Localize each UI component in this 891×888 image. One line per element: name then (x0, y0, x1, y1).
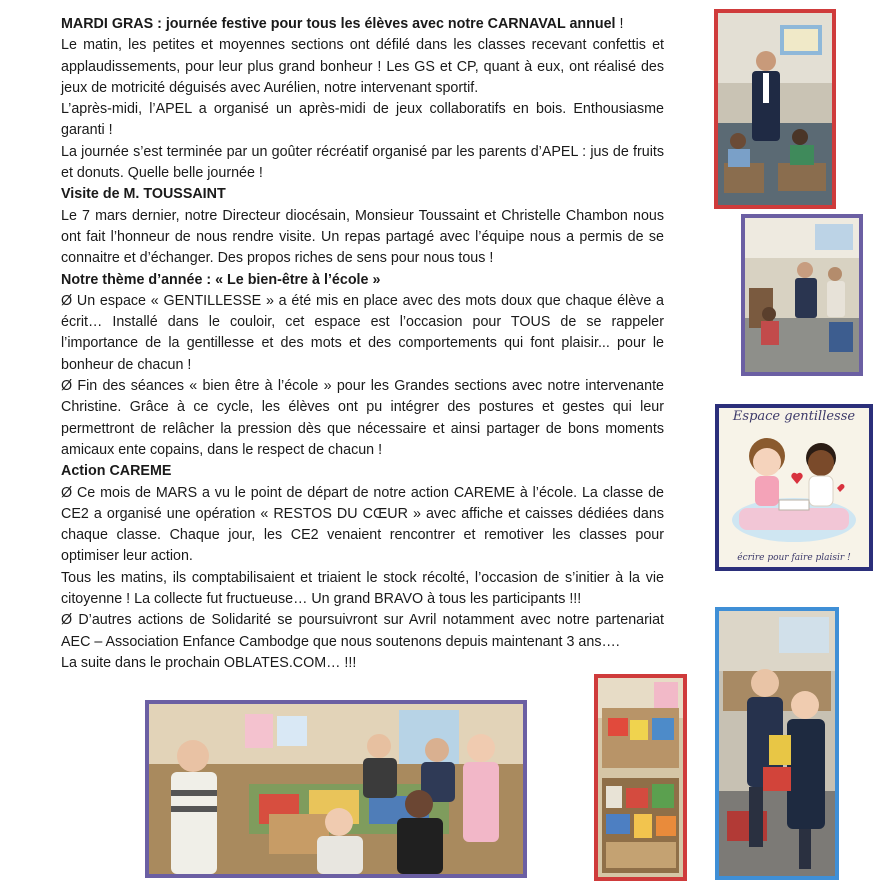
photo-visit-group-image (745, 218, 859, 372)
paragraph-stock: Tous les matins, ils comptabilisaient et triaient le stock récolté, l’occasion de s’initier à la vie citoyenne ! La collecte fut fructueuse… Un grand BRAVO à tous les participants !!! (61, 569, 664, 608)
article-text (61, 14, 664, 674)
photo-visit-group (741, 214, 863, 376)
photo-director-classroom-image (718, 13, 832, 205)
drawing-caption: écrire pour faire plaisir ! (737, 553, 851, 563)
heading-theme: Notre thème d’année : « Le bien-être à l’école » (61, 271, 381, 288)
photo-collecte-boites-image (598, 678, 683, 877)
paragraph-solidarite: Ø D’autres actions de Solidarité se poursuivront sur Avril notamment avec notre partenariat AEC – Association Enfance Cambodge que nous soutenons depuis maintenant 3 ans…. (61, 612, 664, 650)
photo-collecte-boites (594, 674, 687, 881)
paragraph-mardi-gras (61, 14, 664, 35)
heading-visite: Visite de M. TOUSSAINT (61, 186, 226, 203)
photo-collecte-garcons-image (719, 611, 835, 876)
paragraph-gouter: La journée s’est terminée par un goûter récréatif organisé par les parents d’APEL : jus de fruits et donuts. Quelle belle journée ! (61, 143, 664, 182)
heading-mardi-gras-tail: ! (615, 16, 624, 32)
paragraph-visite: Le 7 mars dernier, notre Directeur diocésain, Monsieur Toussaint et Christelle Chambon nous ont fait l’honneur de nous rendre visite. Un repas partagé avec l’équipe nous a permis de se connaitre et d’échanger. Des propos riches de sens pour nous tous ! (61, 207, 664, 267)
photo-collecte-enfants-image (149, 704, 523, 874)
paragraph-matin: Le matin, les petites et moyennes sections ont défilé dans les classes recevant confettis et applaudissements, pour leur plus grand bonheur ! Les GS et CP, quant à eux, ont réalisé des jeux de motricité déguisés avec Aurélien, notre intervenant sportif. (61, 37, 664, 96)
drawing-illustration (719, 408, 869, 567)
paragraph-bien-etre: Ø Fin des séances « bien être à l’école » pour les Grandes sections avec notre intervenante Christine. Grâce à ce cycle, les élèves ont pu intégrer des postures et gestes qui leur permettront de relâcher la pression dès que nécessaire et ainsi partager de bons moments amicaux ente copains, dans le respect de chacun ! (61, 378, 664, 458)
paragraph-apres-midi: L’après-midi, l’APEL a organisé un après-midi de jeux collaboratifs en bois. Enthousiasme garanti ! (61, 101, 664, 139)
paragraph-suite: La suite dans le prochain OBLATES.COM… !!! (61, 654, 357, 671)
paragraph-careme: Ø Ce mois de MARS a vu le point de départ de notre action CAREME à l’école. La classe de CE2 a organisé une opération « RESTOS DU CŒUR » avec affiche et caisses dédiées dans chaque classe. Chaque jour, les CE2 venaient rencontrer et remotiver les classes pour optimiser leur action. (61, 484, 664, 565)
photo-collecte-enfants (145, 700, 527, 878)
paragraph-gentillesse: Ø Un espace « GENTILLESSE » a été mis en place avec des mots doux que chaque élève a écrit… Installé dans le couloir, cet espace est l’occasion pour TOUS de se rappeler l’importance de la gentillesse et des mots et des comportements qui font plaisir... pour le bonheur de chacun ! (61, 292, 664, 373)
photo-espace-gentillesse (715, 404, 873, 571)
heading-careme: Action CAREME (61, 463, 172, 480)
heading-mardi-gras: MARDI GRAS : journée festive pour tous les élèves avec notre CARNAVAL annuel (61, 16, 616, 32)
drawing-title: Espace gentillesse (732, 409, 856, 424)
photo-director-classroom (714, 9, 836, 209)
photo-collecte-garcons (715, 607, 839, 880)
